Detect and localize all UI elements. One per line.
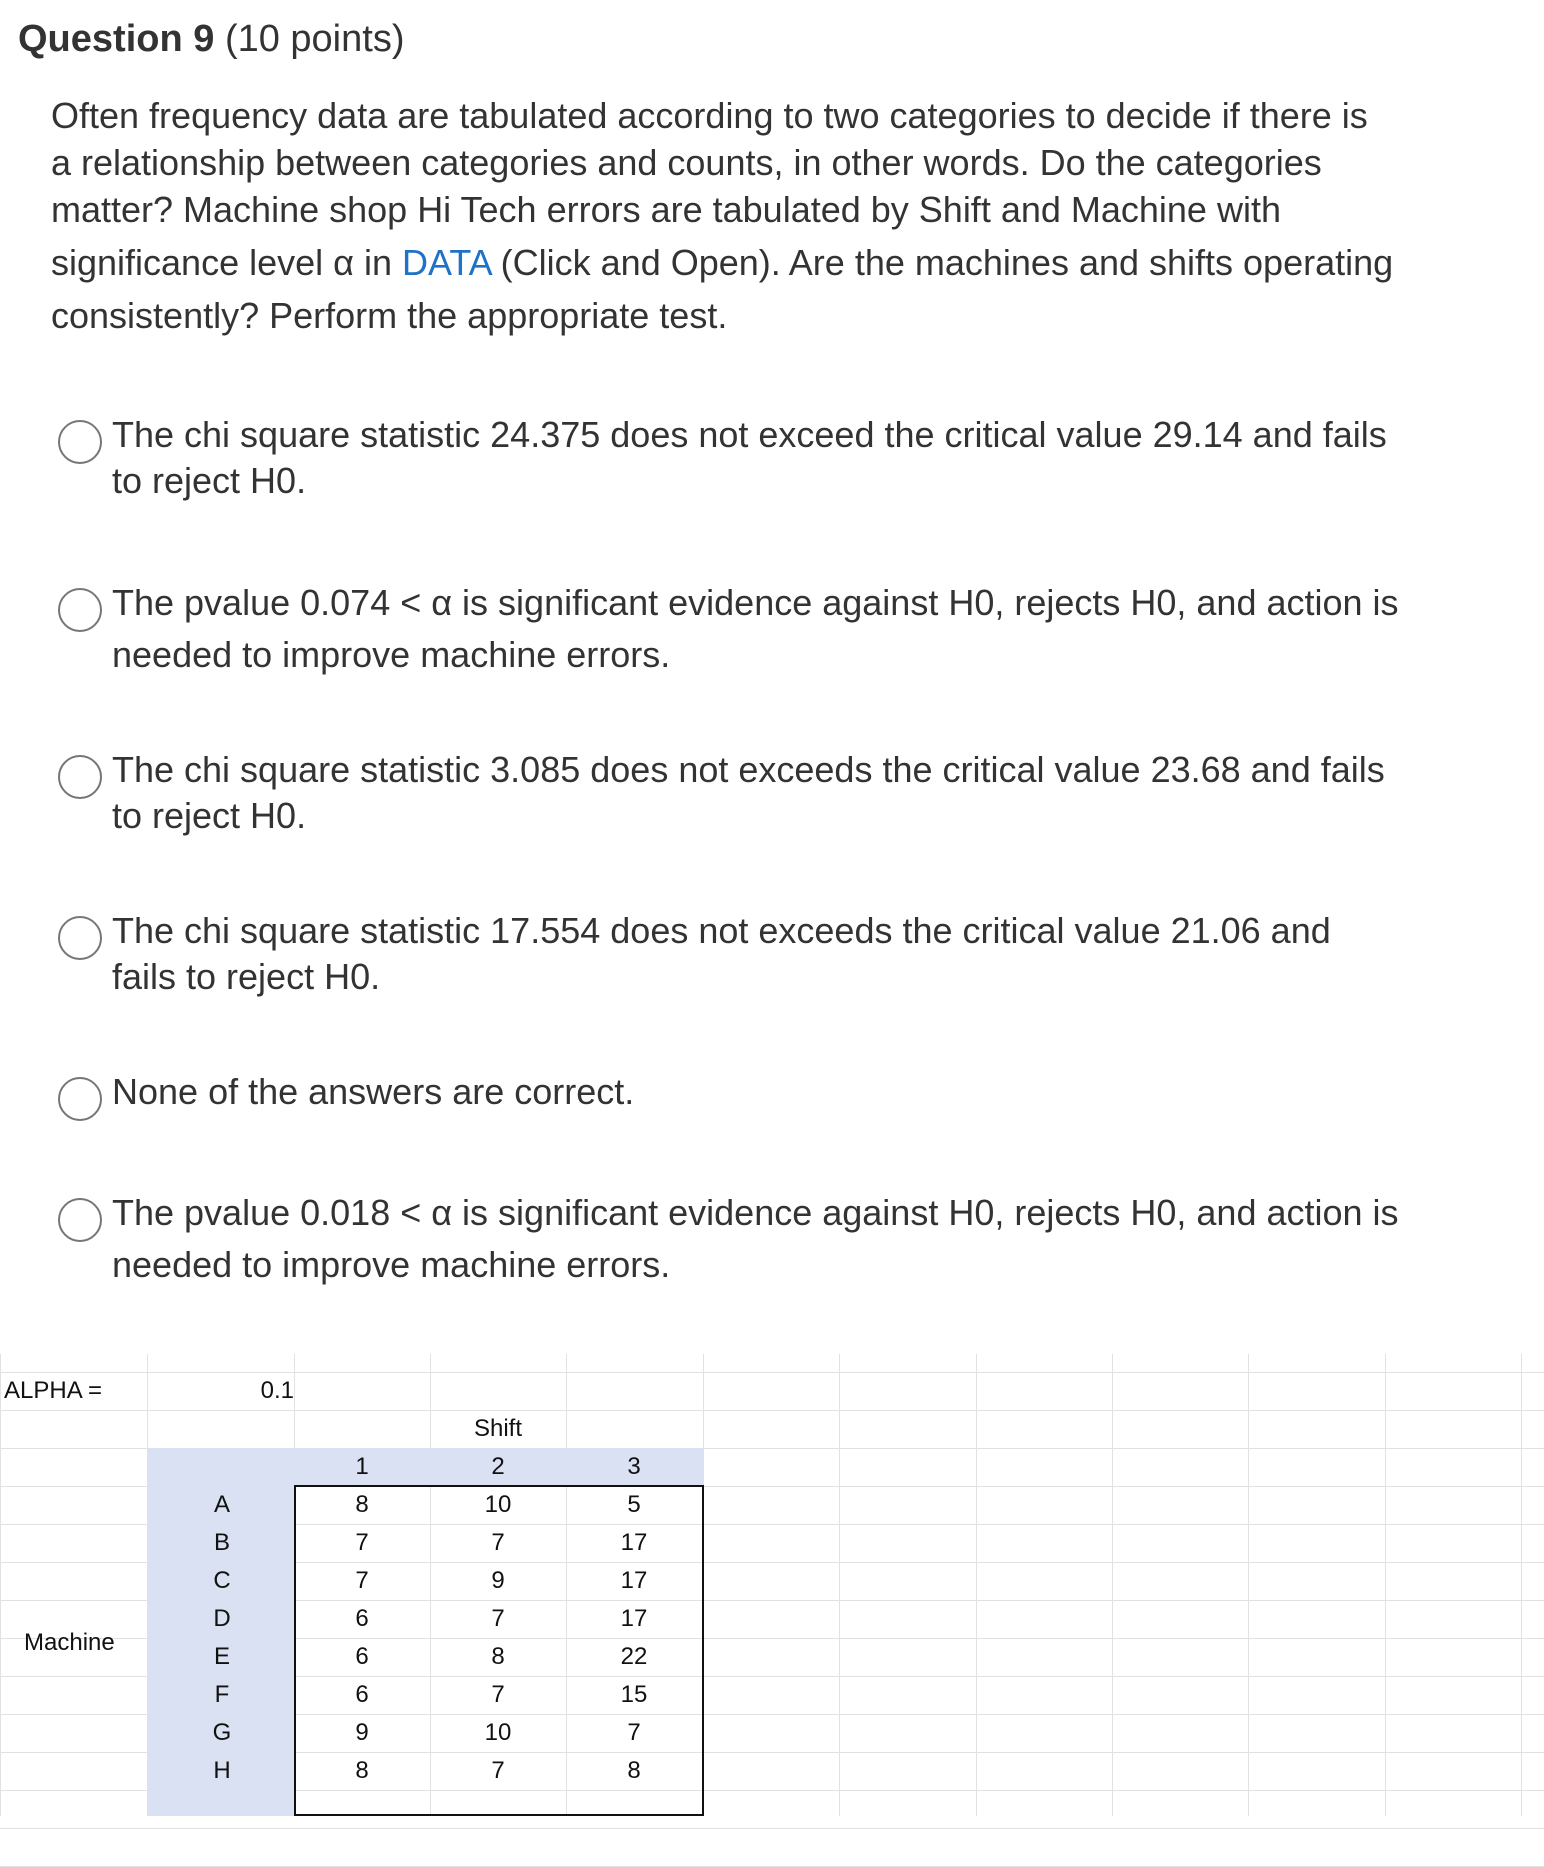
machine-label: A bbox=[213, 1491, 230, 1518]
answer-text: The pvalue 0.074 < α is significant evidence against H0, rejects H0, and action is needed to improve machine errors. bbox=[112, 582, 1399, 675]
table-cell: 6 bbox=[355, 1681, 369, 1708]
answer-text: The chi square statistic 3.085 does not exceeds the critical value 23.68 and fails to reject H0. bbox=[112, 749, 1385, 836]
grid-column-line bbox=[1112, 1354, 1113, 1816]
shift-label: 3 bbox=[627, 1453, 641, 1480]
shift-header: Shift bbox=[473, 1415, 523, 1442]
table-cell: 7 bbox=[491, 1757, 505, 1784]
table-cell: 9 bbox=[355, 1719, 369, 1746]
prompt-line: consistently? Perform the appropriate test. bbox=[51, 295, 728, 336]
table-cell: 15 bbox=[620, 1681, 648, 1708]
answer-option-3[interactable] bbox=[58, 747, 1508, 839]
prompt-line: matter? Machine shop Hi Tech errors are tabulated by Shift and Machine with bbox=[51, 189, 1281, 230]
grid-column-line bbox=[1385, 1354, 1386, 1816]
table-cell: 7 bbox=[491, 1529, 505, 1556]
prompt-line: Often frequency data are tabulated according to two categories to decide if there is bbox=[51, 95, 1368, 136]
radio-button[interactable] bbox=[58, 1198, 102, 1242]
machine-label: D bbox=[213, 1605, 231, 1632]
data-link[interactable]: DATA bbox=[401, 242, 491, 283]
machine-label: G bbox=[212, 1719, 232, 1746]
grid-row-line bbox=[0, 1410, 1544, 1411]
grid-column-line bbox=[839, 1354, 840, 1816]
data-spreadsheet bbox=[0, 1354, 1544, 1816]
radio-button[interactable] bbox=[58, 916, 102, 960]
prompt-line: a relationship between categories and counts, in other words. Do the categories bbox=[51, 142, 1322, 183]
question-title bbox=[18, 18, 404, 61]
prompt-line: significance level α in DATA (Click and Open). Are the machines and shifts operating bbox=[51, 242, 1394, 283]
answer-option-1[interactable] bbox=[58, 412, 1508, 504]
table-cell: 10 bbox=[484, 1719, 512, 1746]
grid-column-line bbox=[1248, 1354, 1249, 1816]
question-number: Question 9 bbox=[18, 18, 215, 60]
answer-text: The chi square statistic 24.375 does not exceed the critical value 29.14 and fails to reject H0. bbox=[112, 414, 1387, 501]
table-cell: 7 bbox=[491, 1605, 505, 1632]
table-cell: 17 bbox=[620, 1605, 648, 1632]
table-cell: 8 bbox=[627, 1757, 641, 1784]
machine-label: B bbox=[213, 1529, 230, 1556]
answer-option-5[interactable] bbox=[58, 1069, 1508, 1121]
table-cell: 17 bbox=[620, 1567, 648, 1594]
table-cell: 10 bbox=[484, 1491, 512, 1518]
answer-option-2[interactable] bbox=[58, 580, 1508, 678]
machine-label: E bbox=[213, 1643, 230, 1670]
table-cell: 17 bbox=[620, 1529, 648, 1556]
table-cell: 22 bbox=[620, 1643, 648, 1670]
answer-option-6[interactable] bbox=[58, 1190, 1508, 1288]
machine-label: H bbox=[213, 1757, 231, 1784]
grid-column-line bbox=[1521, 1354, 1522, 1816]
table-cell: 7 bbox=[491, 1681, 505, 1708]
machine-header: Machine bbox=[24, 1629, 115, 1656]
table-cell: 8 bbox=[355, 1491, 369, 1518]
question-points: (10 points) bbox=[224, 18, 405, 60]
shift-label: 1 bbox=[355, 1453, 369, 1480]
table-cell: 7 bbox=[627, 1719, 641, 1746]
machine-label: C bbox=[213, 1567, 231, 1594]
machine-label: F bbox=[214, 1681, 230, 1708]
answer-option-4[interactable] bbox=[58, 908, 1508, 1000]
question-prompt bbox=[51, 92, 1511, 339]
table-cell: 9 bbox=[491, 1567, 505, 1594]
radio-button[interactable] bbox=[58, 588, 102, 632]
answer-text: The chi square statistic 17.554 does not exceeds the critical value 21.06 and fails to reject H0. bbox=[112, 910, 1331, 997]
radio-button[interactable] bbox=[58, 420, 102, 464]
grid-column-line bbox=[0, 1354, 1, 1816]
table-cell: 6 bbox=[355, 1605, 369, 1632]
alpha-value: 0.1 bbox=[260, 1377, 294, 1404]
table-cell: 7 bbox=[355, 1567, 369, 1594]
answer-text: None of the answers are correct. bbox=[112, 1071, 635, 1112]
answer-text: The pvalue 0.018 < α is significant evidence against H0, rejects H0, and action is needed to improve machine errors. bbox=[112, 1192, 1399, 1285]
table-cell: 8 bbox=[491, 1643, 505, 1670]
table-cell: 5 bbox=[627, 1491, 641, 1518]
radio-button[interactable] bbox=[58, 755, 102, 799]
alpha-label: ALPHA = bbox=[4, 1377, 103, 1404]
radio-button[interactable] bbox=[58, 1077, 102, 1121]
table-cell: 6 bbox=[355, 1643, 369, 1670]
grid-column-line bbox=[976, 1354, 977, 1816]
table-cell: 7 bbox=[355, 1529, 369, 1556]
table-cell: 8 bbox=[355, 1757, 369, 1784]
shift-label: 2 bbox=[491, 1453, 505, 1480]
grid-row-line bbox=[0, 1828, 1544, 1829]
